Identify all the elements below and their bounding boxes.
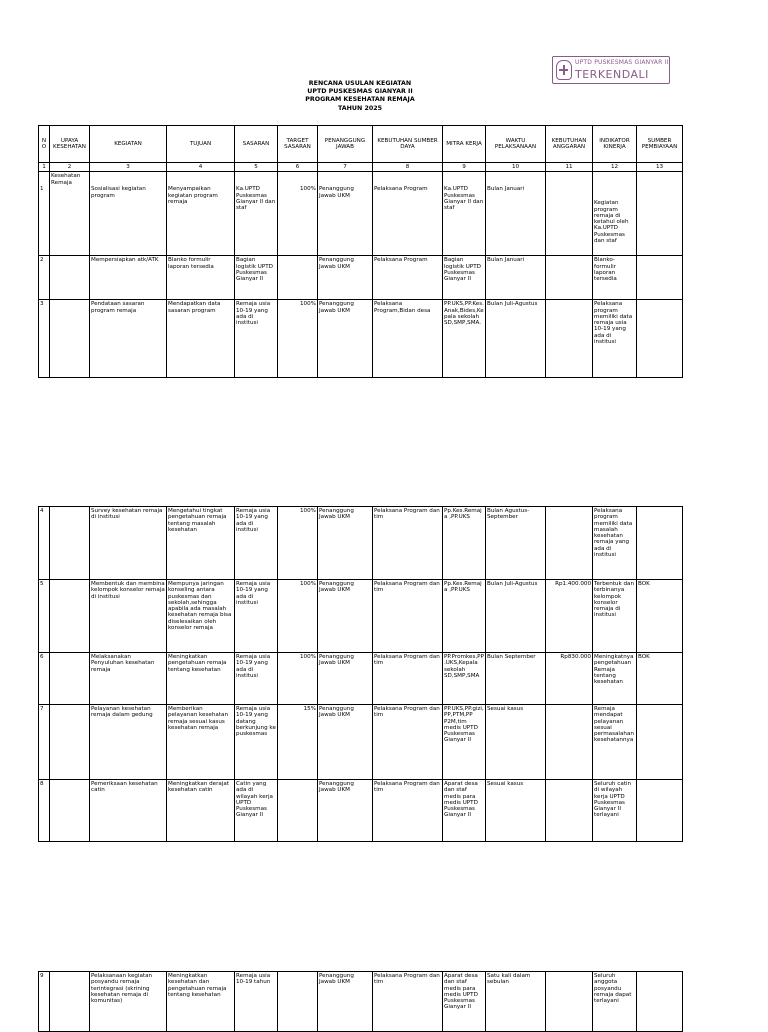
mitra-cell: Pp.Kes.Remaja ,PP.UKS xyxy=(443,507,486,580)
activity-table-continued xyxy=(38,506,683,842)
sumber-cell xyxy=(637,705,683,780)
table-row xyxy=(39,653,683,705)
target-cell: 100% xyxy=(278,580,318,653)
ksd-cell: Pelaksana Program dan tim xyxy=(373,705,443,780)
column-number: 3 xyxy=(90,163,167,172)
target-cell xyxy=(278,972,318,1032)
column-header: SUMBER PEMBIAYAAN xyxy=(637,126,683,163)
waktu-cell: Satu kali dalam sebulan xyxy=(486,972,546,1032)
no-cell: 3 xyxy=(39,300,50,378)
kegiatan-cell: Pendataan sasaran program remaja xyxy=(90,300,167,378)
title-line4: TAHUN 2025 xyxy=(337,104,383,112)
column-number: 6 xyxy=(278,163,318,172)
title-line2: UPTD PUSKESMAS GIANYAR II xyxy=(307,88,413,96)
column-header: KEBUTUHAN SUMBER DAYA xyxy=(373,126,443,163)
sasaran-cell: Remaja usia 10-19 yang ada di institusi xyxy=(235,580,278,653)
stamp-line2: TERKENDALI xyxy=(575,68,649,81)
waktu-cell: Sesuai kasus xyxy=(486,780,546,842)
column-header: NO xyxy=(39,126,50,163)
kegiatan-cell: Membentuk dan membina kelompok konselor remaja di institusi xyxy=(90,580,167,653)
mitra-cell: Aparat desa dan staf medis para medis UPTD Puskesmas Gianyar II xyxy=(443,780,486,842)
column-header: TUJUAN xyxy=(167,126,235,163)
column-header: SASARAN xyxy=(235,126,278,163)
anggaran-cell xyxy=(546,705,593,780)
indikator-cell: Pelaksana program memiliki data masalah kesehatan remaja yang ada di institusi xyxy=(593,507,637,580)
pj-cell: Penanggung Jawab UKM xyxy=(318,705,373,780)
target-cell: 100% xyxy=(278,300,318,378)
waktu-cell: Bulan Agustus-September xyxy=(486,507,546,580)
column-header: KEBUTUHAN ANGGARAN xyxy=(546,126,593,163)
pj-cell: Penanggung Jawab UKM xyxy=(318,653,373,705)
table-row xyxy=(39,256,683,300)
no-cell: 1 xyxy=(39,172,50,256)
anggaran-cell xyxy=(546,507,593,580)
mitra-cell: PP.UKS,PP.Kes. Anak,Bides,Ke pala sekolah SD,SMP,SMA. xyxy=(443,300,486,378)
sasaran-cell: Catin yang ada di wilayah kerja UPTD Puskesmas Gianyar II xyxy=(235,780,278,842)
no-cell: 7 xyxy=(39,705,50,780)
tujuan-cell: Meningkatkan pengetahuan remaja tentang kesehatan xyxy=(167,653,235,705)
indikator-cell: Blanko-formulir laporan tersedia xyxy=(593,256,637,300)
upaya-cell xyxy=(50,507,90,580)
mitra-cell: Ka.UPTD Puskesmas Gianyar II dan staf xyxy=(443,172,486,256)
indikator-cell: Kegiatan program remaja di ketahui oleh Ka.UPTD Puskesmas dan staf xyxy=(593,172,637,256)
upaya-cell: Kesehatan Remaja xyxy=(50,172,90,256)
table-row xyxy=(39,972,683,1032)
title-line1: RENCANA USULAN KEGIATAN xyxy=(308,80,412,87)
anggaran-cell xyxy=(546,256,593,300)
tujuan-cell: Mempunya jaringan konseling antara puskesmas dan sekolah,sehingga apabila ada masalah kesehatan remaja bisa diselesaikan oleh konselor remaja xyxy=(167,580,235,653)
no-cell: 2 xyxy=(39,256,50,300)
sasaran-cell: Remaja usia 10-19 yang ada di institusi xyxy=(235,653,278,705)
anggaran-cell: Rp830.000 xyxy=(546,653,593,705)
column-number: 2 xyxy=(50,163,90,172)
target-cell xyxy=(278,256,318,300)
ksd-cell: Pelaksana Program dan tim xyxy=(373,507,443,580)
waktu-cell: Bulan Juli-Agustus xyxy=(486,300,546,378)
column-number: 9 xyxy=(443,163,486,172)
upaya-cell xyxy=(50,300,90,378)
sumber-cell xyxy=(637,972,683,1032)
indikator-cell: Seluruh catin di wilayah kerja UPTD Puskesmas Gianyar II terlayani xyxy=(593,780,637,842)
stamp xyxy=(552,56,670,84)
mitra-cell: Pp.Kes.Remaja ,PP.UKS xyxy=(443,580,486,653)
indikator-cell: Remaja mendapat pelayanan sesuai permasalahan kesehatannya xyxy=(593,705,637,780)
column-number: 10 xyxy=(486,163,546,172)
mitra-cell: PP.Promkes,PP .UKS,Kepala sekolah SD,SMP,SMA xyxy=(443,653,486,705)
column-number: 4 xyxy=(167,163,235,172)
no-cell: 4 xyxy=(39,507,50,580)
anggaran-cell xyxy=(546,780,593,842)
stamp-line1: UPTD PUSKESMAS GIANYAR II xyxy=(575,59,669,66)
waktu-cell: Bulan Januari xyxy=(486,172,546,256)
no-cell: 8 xyxy=(39,780,50,842)
anggaran-cell xyxy=(546,300,593,378)
kegiatan-cell: Pelaksanaan kegiatan posyandu remaja terintegrasi (skrining kesehatan remaja di komunitas) xyxy=(90,972,167,1032)
pj-cell: Penanggung Jawab UKM xyxy=(318,256,373,300)
red-cross-icon xyxy=(556,60,572,80)
tujuan-cell: Meningkatkan derajat kesehatan catin xyxy=(167,780,235,842)
sasaran-cell: Remaja usia 10-19 tahun xyxy=(235,972,278,1032)
sumber-cell xyxy=(637,172,683,256)
ksd-cell: Pelaksana Program,Bidan desa xyxy=(373,300,443,378)
upaya-cell xyxy=(50,972,90,1032)
column-header: WAKTU PELAKSANAAN xyxy=(486,126,546,163)
ksd-cell: Pelaksana Program xyxy=(373,172,443,256)
tujuan-cell: Menyampaikan kegiatan program remaja xyxy=(167,172,235,256)
column-number: 5 xyxy=(235,163,278,172)
waktu-cell: Bulan Juli-Agustus xyxy=(486,580,546,653)
waktu-cell: Bulan September xyxy=(486,653,546,705)
kegiatan-cell: Melaksanakan Penyuluhan kesehatan remaja xyxy=(90,653,167,705)
table-row xyxy=(39,705,683,780)
pj-cell: Penanggung Jawab UKM xyxy=(318,580,373,653)
pj-cell: Penanggung Jawab UKM xyxy=(318,300,373,378)
anggaran-cell xyxy=(546,172,593,256)
target-cell: 15% xyxy=(278,705,318,780)
sumber-cell xyxy=(637,256,683,300)
indikator-cell: Pelaksana program memiliki data remaja usia 10-19 yang ada di institusi xyxy=(593,300,637,378)
pj-cell: Penanggung Jawab UKM xyxy=(318,972,373,1032)
document-title xyxy=(230,80,490,113)
target-cell xyxy=(278,780,318,842)
sumber-cell: BOK xyxy=(637,653,683,705)
column-header: PENANGGUNG JAWAB xyxy=(318,126,373,163)
activity-table xyxy=(38,125,683,378)
anggaran-cell xyxy=(546,972,593,1032)
kegiatan-cell: Mempersiapkan atk/ATK xyxy=(90,256,167,300)
waktu-cell: Bulan Januari xyxy=(486,256,546,300)
sasaran-cell: Ka.UPTD Puskesmas Gianyar II dan staf xyxy=(235,172,278,256)
table-row xyxy=(39,300,683,378)
column-number: 7 xyxy=(318,163,373,172)
sumber-cell xyxy=(637,780,683,842)
title-line3: PROGRAM KESEHATAN REMAJA xyxy=(305,96,415,104)
table-row xyxy=(39,507,683,580)
column-header: KEGIATAN xyxy=(90,126,167,163)
sasaran-cell: Bagian logistik UPTD Puskesmas Gianyar II xyxy=(235,256,278,300)
table-header-row xyxy=(39,126,683,163)
column-number: 8 xyxy=(373,163,443,172)
upaya-cell xyxy=(50,256,90,300)
target-cell: 100% xyxy=(278,507,318,580)
sasaran-cell: Remaja usia 10-19 yang ada di institusi xyxy=(235,300,278,378)
indikator-cell: Terbentuk dan terbinanya kelompok konselor remaja di institusi xyxy=(593,580,637,653)
ksd-cell: Pelaksana Program dan tim xyxy=(373,780,443,842)
ksd-cell: Pelaksana Program dan tim xyxy=(373,653,443,705)
sumber-cell xyxy=(637,507,683,580)
sasaran-cell: Remaja usia 10-19 yang datang berkunjung ke puskesmas xyxy=(235,705,278,780)
column-header: TARGET SASARAN xyxy=(278,126,318,163)
kegiatan-cell: Pelayanan kesehatan remaja dalam gedung xyxy=(90,705,167,780)
mitra-cell: Aparat desa dan staf medis para medis UPTD Puskesmas Gianyar II xyxy=(443,972,486,1032)
anggaran-cell: Rp1.400.000 xyxy=(546,580,593,653)
kegiatan-cell: Survey kesehatan remaja di institusi xyxy=(90,507,167,580)
target-cell: 100% xyxy=(278,653,318,705)
column-header: INDIKATOR KINERJA xyxy=(593,126,637,163)
no-cell: 5 xyxy=(39,580,50,653)
column-number: 1 xyxy=(39,163,50,172)
upaya-cell xyxy=(50,580,90,653)
tujuan-cell: Mengetahui tingkat pengetahuan remaja tentang masalah kesehatan xyxy=(167,507,235,580)
ksd-cell: Pelaksana Program dan tim xyxy=(373,972,443,1032)
mitra-cell: PP.UKS,PP.gizi, PP,PTM,PP P2M,tim medis UPTD Puskesmas Gianyar II xyxy=(443,705,486,780)
ksd-cell: Pelaksana Program dan tim xyxy=(373,580,443,653)
upaya-cell xyxy=(50,705,90,780)
column-number: 13 xyxy=(637,163,683,172)
activity-table-continued xyxy=(38,971,683,1032)
no-cell: 9 xyxy=(39,972,50,1032)
tujuan-cell: Mendapatkan data sasaran program xyxy=(167,300,235,378)
column-number-row xyxy=(39,163,683,172)
sasaran-cell: Remaja usia 10-19 yang ada di institusi xyxy=(235,507,278,580)
column-number: 11 xyxy=(546,163,593,172)
indikator-cell: Seluruh anggota posyandu remaja dapat terlayani xyxy=(593,972,637,1032)
mitra-cell: Bagian logistik UPTD Puskesmas Gianyar II xyxy=(443,256,486,300)
column-header: UPAYA KESEHATAN xyxy=(50,126,90,163)
kegiatan-cell: Sosialisasi kegiatan program xyxy=(90,172,167,256)
pj-cell: Penanggung Jawab UKM xyxy=(318,507,373,580)
pj-cell: Penanggung Jawab UKM xyxy=(318,780,373,842)
target-cell: 100% xyxy=(278,172,318,256)
upaya-cell xyxy=(50,653,90,705)
tujuan-cell: Memberikan pelayanan kesehatan remaja sesuai kasus kesehatan remaja xyxy=(167,705,235,780)
kegiatan-cell: Pemeriksaan kesehatan catin xyxy=(90,780,167,842)
ksd-cell: Pelaksana Program xyxy=(373,256,443,300)
column-number: 12 xyxy=(593,163,637,172)
tujuan-cell: Meningkatkan kesehatan dan pengetahuan remaja tentang kesehatan xyxy=(167,972,235,1032)
sumber-cell: BOK xyxy=(637,580,683,653)
table-row xyxy=(39,580,683,653)
pj-cell: Penanggung Jawab UKM xyxy=(318,172,373,256)
sumber-cell xyxy=(637,300,683,378)
table-row xyxy=(39,172,683,256)
column-header: MITRA KERJA xyxy=(443,126,486,163)
table-row xyxy=(39,780,683,842)
tujuan-cell: Blanko formulir laporan tersedia xyxy=(167,256,235,300)
waktu-cell: Sesuai kasus xyxy=(486,705,546,780)
upaya-cell xyxy=(50,780,90,842)
no-cell: 6 xyxy=(39,653,50,705)
indikator-cell: Meningkatnya pengetahuan Remaja tentang kesehatan xyxy=(593,653,637,705)
